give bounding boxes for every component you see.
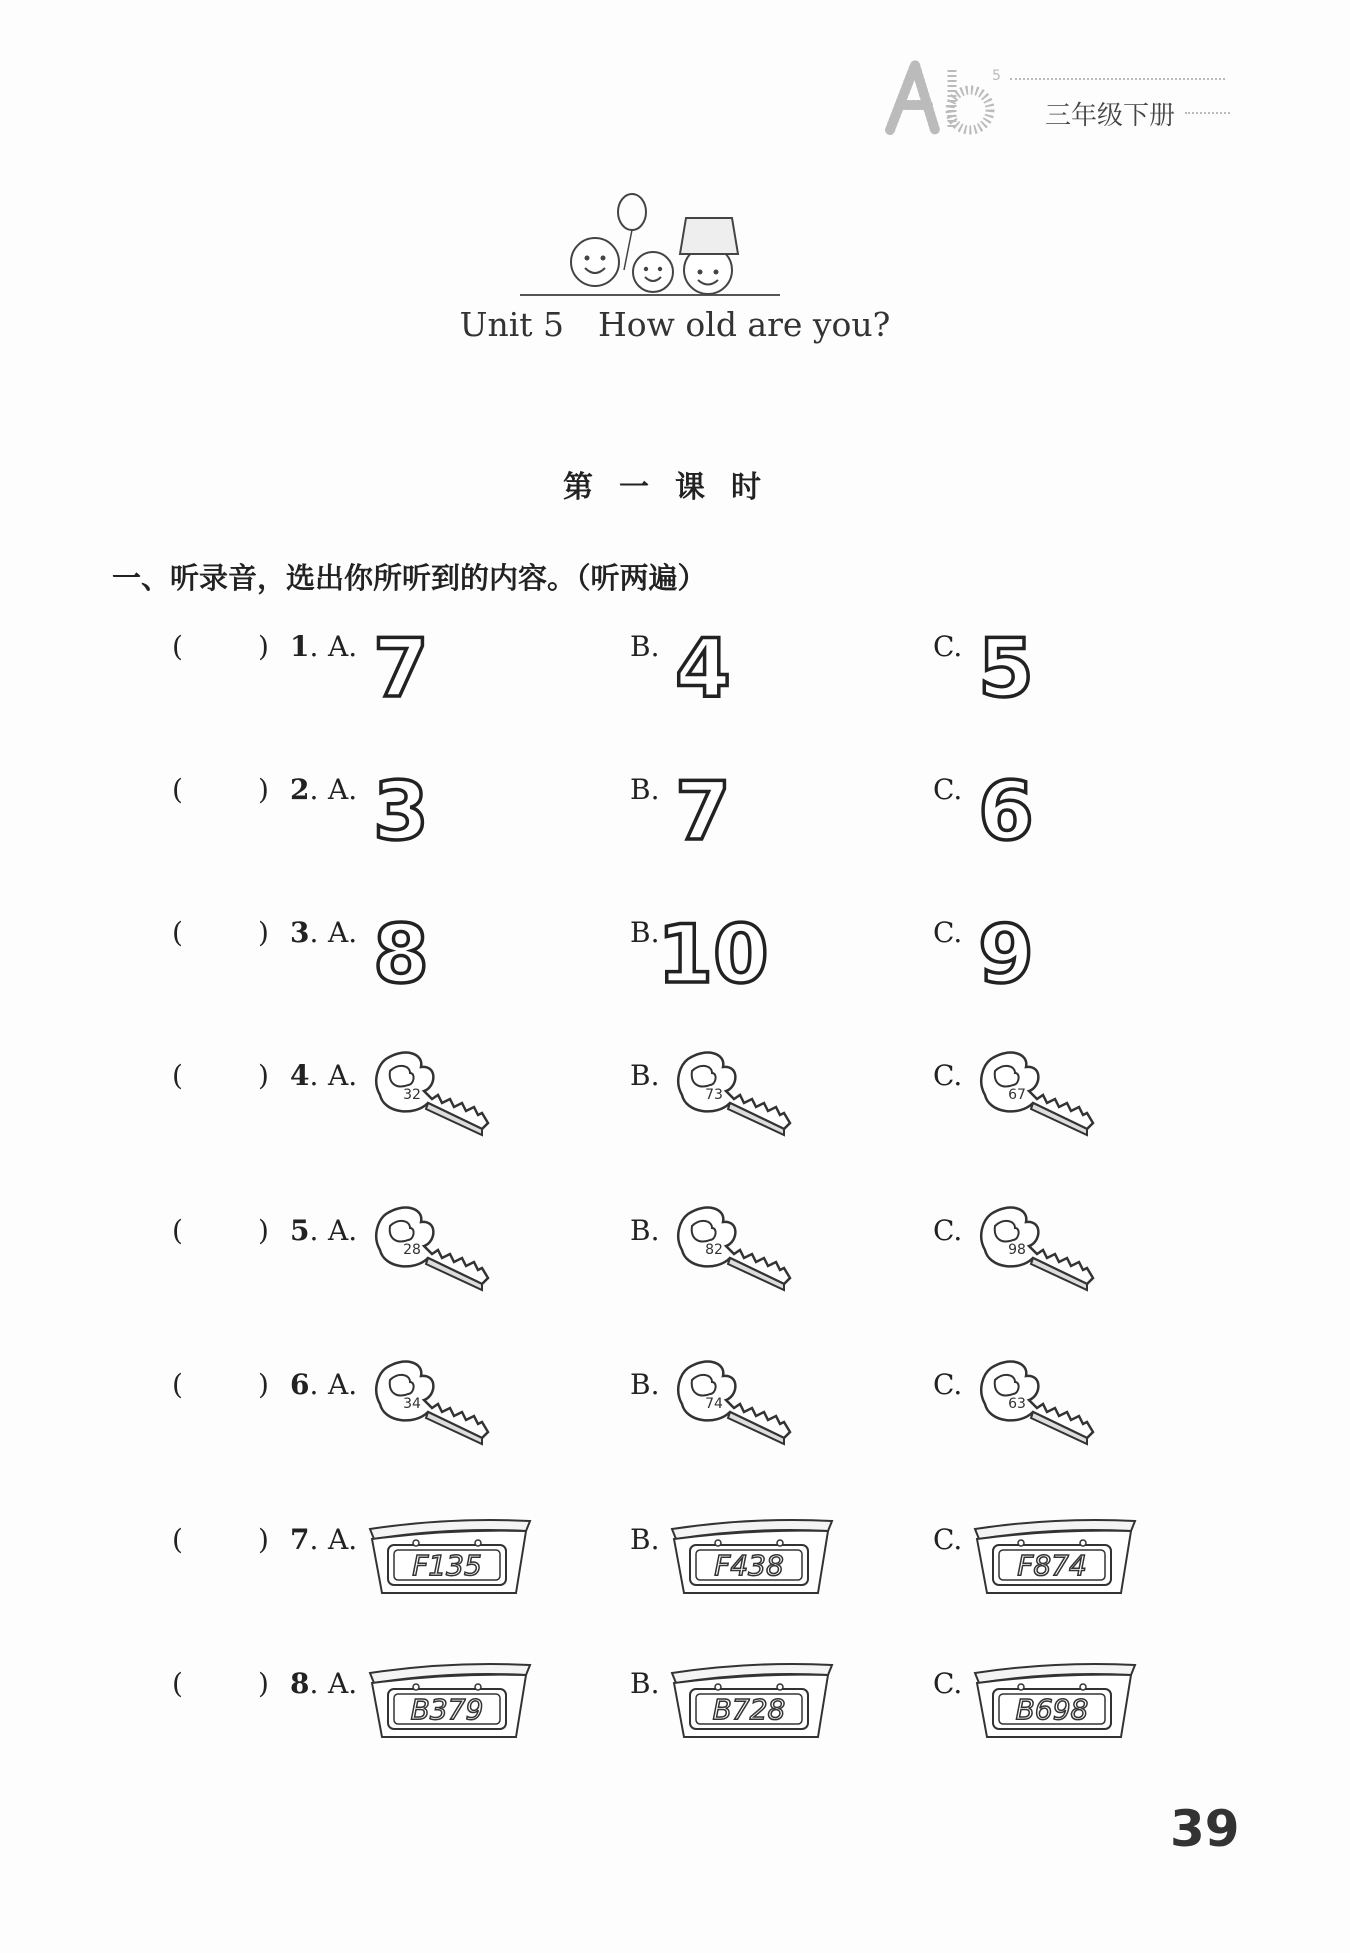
svg-text:67: 67 [1008,1087,1026,1103]
paren-close: ) [258,1667,269,1700]
bubble-number-icon [971,761,1041,860]
paren-close: ) [258,630,269,663]
license-plate-icon [971,1511,1141,1605]
option-letter: B. [630,1667,660,1700]
ab-logo-icon [880,50,1030,140]
svg-text:7: 7 [373,622,429,715]
bubble-number-icon [668,761,738,860]
bubble-number-icon [366,618,436,717]
option-letter: C. [933,630,963,663]
question-number: 7. [290,1523,319,1556]
paren-open: ( [172,1667,183,1700]
children-illustration [520,190,780,310]
license-plate-icon [668,1511,838,1605]
question-number: 4. [290,1059,319,1092]
unit-title: How old are you? [598,305,891,344]
svg-text:F874: F874 [1017,1549,1087,1582]
paren-open: ( [172,773,183,806]
option-letter: A. [328,630,358,663]
option-letter: B. [630,1059,660,1092]
option-letter: A. [328,1523,358,1556]
key-icon [971,1047,1111,1161]
paren-open: ( [172,916,183,949]
svg-text:34: 34 [403,1396,421,1412]
svg-text:B728: B728 [712,1693,786,1726]
paren-close: ) [258,773,269,806]
question-row [0,1214,1350,1334]
option-letter: C. [933,1667,963,1700]
paren-close: ) [258,1214,269,1247]
license-plate-icon [366,1655,536,1749]
bubble-number-icon [668,618,738,717]
option-letter: A. [328,1667,358,1700]
option-letter: A. [328,916,358,949]
question-row [0,908,1350,1036]
svg-text:5: 5 [978,622,1034,715]
instruction-text: 一、听录音，选出你所听到的内容。（听两遍） [112,561,707,595]
question-number: 3. [290,916,319,949]
question-row [0,1523,1350,1643]
svg-text:73: 73 [705,1087,723,1103]
key-icon [668,1202,808,1316]
question-number: 8. [290,1667,319,1700]
option-letter: C. [933,1368,963,1401]
svg-text:82: 82 [705,1242,723,1258]
header-rule [1010,78,1225,80]
option-letter: B. [630,1523,660,1556]
option-letter: A. [328,1214,358,1247]
option-letter: B. [630,916,660,949]
grade-label: 三年级下册 [1045,101,1176,131]
key-icon [366,1356,506,1470]
option-letter: C. [933,1059,963,1092]
svg-text:7: 7 [675,765,731,858]
key-icon [668,1047,808,1161]
key-icon [668,1356,808,1470]
option-letter: C. [933,1523,963,1556]
option-letter: B. [630,630,660,663]
svg-text:9: 9 [978,908,1034,1001]
bubble-number-icon [971,618,1041,717]
svg-text:63: 63 [1008,1396,1026,1412]
svg-text:8: 8 [373,908,429,1001]
paren-close: ) [258,1059,269,1092]
license-plate-icon [971,1655,1141,1749]
option-letter: C. [933,1214,963,1247]
key-icon [971,1356,1111,1470]
option-letter: B. [630,773,660,806]
svg-text:F438: F438 [714,1549,784,1582]
svg-text:4: 4 [675,622,731,715]
question-row [0,1368,1350,1488]
bubble-number-icon [971,904,1041,1003]
bubble-number-icon [657,904,769,1003]
svg-text:10: 10 [657,908,769,1001]
bubble-number-icon [366,761,436,860]
key-icon [366,1202,506,1316]
paren-close: ) [258,1523,269,1556]
paren-close: ) [258,1368,269,1401]
paren-open: ( [172,1059,183,1092]
svg-text:28: 28 [403,1242,421,1258]
question-number: 6. [290,1368,319,1401]
question-row [0,765,1350,893]
question-row [0,1667,1350,1787]
key-icon [971,1202,1111,1316]
question-number: 5. [290,1214,319,1247]
page-number: 39 [1170,1800,1240,1858]
paren-close: ) [258,916,269,949]
question-row [0,1059,1350,1179]
svg-text:3: 3 [373,765,429,858]
svg-text:5: 5 [992,68,1001,84]
svg-text:F135: F135 [412,1549,482,1582]
unit-number: Unit 5 [459,305,565,344]
question-number: 1. [290,630,319,663]
option-letter: A. [328,773,358,806]
bubble-number-icon [366,904,436,1003]
question-number: 2. [290,773,319,806]
svg-text:74: 74 [705,1396,723,1412]
svg-text:B379: B379 [410,1693,484,1726]
header-rule-right [1185,112,1230,114]
key-icon [366,1047,506,1161]
question-row [0,622,1350,750]
option-letter: B. [630,1368,660,1401]
svg-text:6: 6 [978,765,1034,858]
svg-text:32: 32 [403,1087,421,1103]
option-letter: B. [630,1214,660,1247]
svg-text:98: 98 [1008,1242,1026,1258]
paren-open: ( [172,1214,183,1247]
option-letter: C. [933,773,963,806]
svg-text:B698: B698 [1015,1693,1089,1726]
option-letter: A. [328,1059,358,1092]
license-plate-icon [366,1511,536,1605]
paren-open: ( [172,1523,183,1556]
paren-open: ( [172,630,183,663]
option-letter: C. [933,916,963,949]
paren-open: ( [172,1368,183,1401]
lesson-title: 第一课时 [563,470,787,505]
license-plate-icon [668,1655,838,1749]
option-letter: A. [328,1368,358,1401]
unit-heading [0,305,1350,344]
